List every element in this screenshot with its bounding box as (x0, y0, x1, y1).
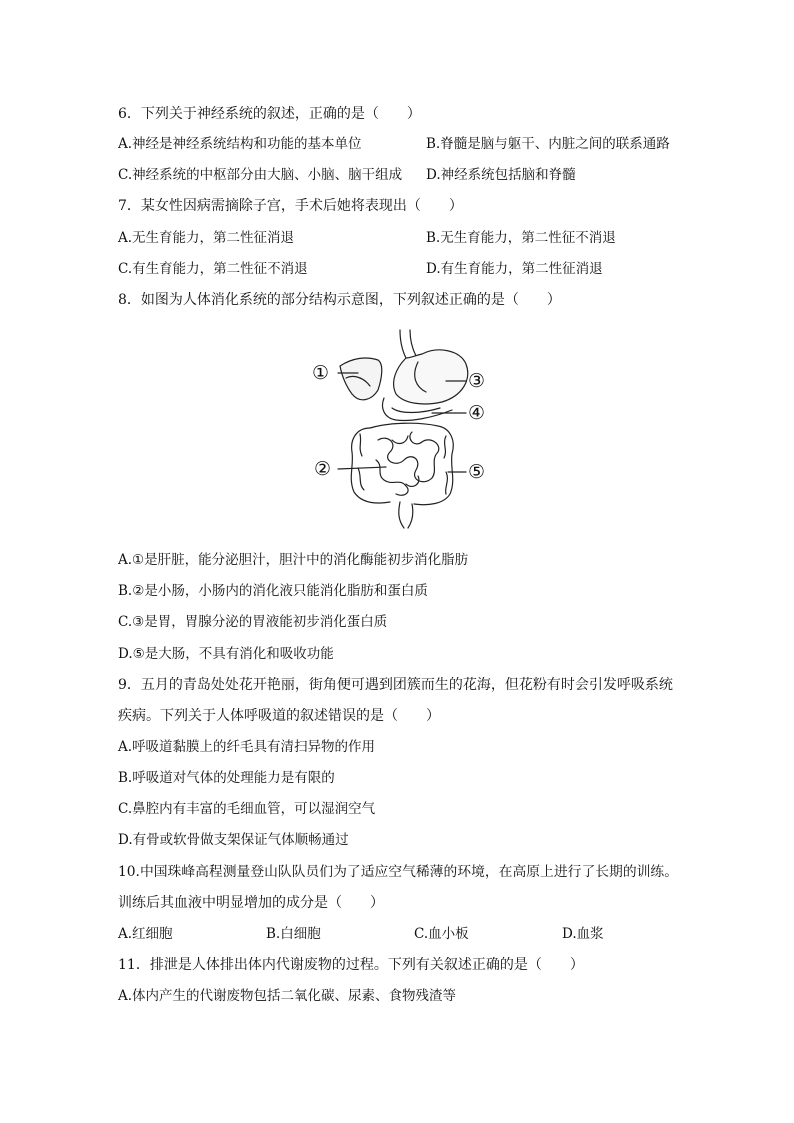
q9-stem-line1: 9．五月的青岛处处花开艳丽，街角便可遇到团簇而生的花海，但花粉有时会引发呼吸系统 (118, 677, 673, 693)
q7-option-c: C.有生育能力，第二性征不消退 (118, 261, 308, 277)
q9-option-b: B.呼吸道对气体的处理能力是有限的 (118, 770, 335, 786)
label-4: ④ (468, 402, 486, 424)
q8-option-c: C.③是胃，胃腺分泌的胃液能初步消化蛋白质 (118, 614, 388, 630)
q6-option-b: B.脊髓是脑与躯干、内脏之间的联系通路 (426, 136, 670, 152)
pancreas-line (392, 408, 440, 413)
large-intestine-shape (370, 423, 453, 504)
q9-option-c: C.鼻腔内有丰富的毛细血管，可以湿润空气 (118, 801, 376, 817)
q6-option-c: C.神经系统的中枢部分由大脑、小脑、脑干组成 (118, 167, 403, 183)
small-intestine-shape (378, 432, 439, 482)
q6-option-d: D.神经系统包括脑和脊髓 (426, 167, 576, 183)
q10-option-b: B.白细胞 (266, 926, 321, 942)
q9-stem-line2: 疾病。下列关于人体呼吸道的叙述错误的是（ ） (118, 708, 440, 724)
q10-stem-line2: 训练后其血液中明显增加的成分是（ ） (118, 895, 384, 911)
q7-option-a: A.无生育能力，第二性征消退 (118, 230, 295, 246)
stomach-shape (394, 350, 468, 404)
small-intestine-shape (376, 460, 408, 495)
q6-stem: 6．下列关于神经系统的叙述，正确的是（ ） (118, 106, 421, 122)
q7-option-d: D.有生育能力，第二性征消退 (426, 261, 603, 277)
q8-stem: 8．如图为人体消化系统的部分结构示意图，下列叙述正确的是（ ） (118, 292, 561, 308)
digestive-system-diagram (300, 328, 500, 533)
q11-stem: 11．排泄是人体排出体内代谢废物的过程。下列有关叙述正确的是（ ） (118, 957, 584, 973)
q6-option-a: A.神经是神经系统结构和功能的基本单位 (118, 136, 362, 152)
q9-option-d: D.有骨或软骨做支架保证气体顺畅通过 (118, 832, 349, 848)
q7-stem: 7．某女性因病需摘除子宫，手术后她将表现出（ ） (118, 198, 463, 214)
q8-option-b: B.②是小肠，小肠内的消化液只能消化脂肪和蛋白质 (118, 583, 428, 599)
q9-option-a: A.呼吸道黏膜上的纤毛具有清扫异物的作用 (118, 739, 376, 755)
q10-option-c: C.血小板 (414, 926, 469, 942)
q10-option-d: D.血浆 (562, 926, 604, 942)
q10-stem-line1: 10.中国珠峰高程测量登山队队员们为了适应空气稀薄的环境，在高原上进行了长期的训练。 (118, 864, 679, 880)
label-2: ② (314, 458, 332, 480)
rectum-line (399, 502, 413, 528)
label-3: ③ (468, 370, 486, 392)
label-1: ① (312, 362, 330, 384)
esophagus-line (400, 330, 406, 358)
leader-line-2 (338, 467, 386, 469)
q7-option-b: B.无生育能力，第二性征不消退 (426, 230, 616, 246)
q10-option-a: A.红细胞 (118, 926, 173, 942)
large-intestine-shape (351, 428, 390, 503)
q8-option-d: D.⑤是大肠，不具有消化和吸收功能 (118, 646, 334, 662)
label-5: ⑤ (468, 461, 486, 483)
q11-option-a: A.体内产生的代谢废物包括二氧化碳、尿素、食物残渣等 (118, 988, 457, 1004)
q8-option-a: A.①是肝脏，能分泌胆汁，胆汁中的消化酶能初步消化脂肪 (118, 552, 469, 568)
esophagus-line (410, 330, 416, 356)
